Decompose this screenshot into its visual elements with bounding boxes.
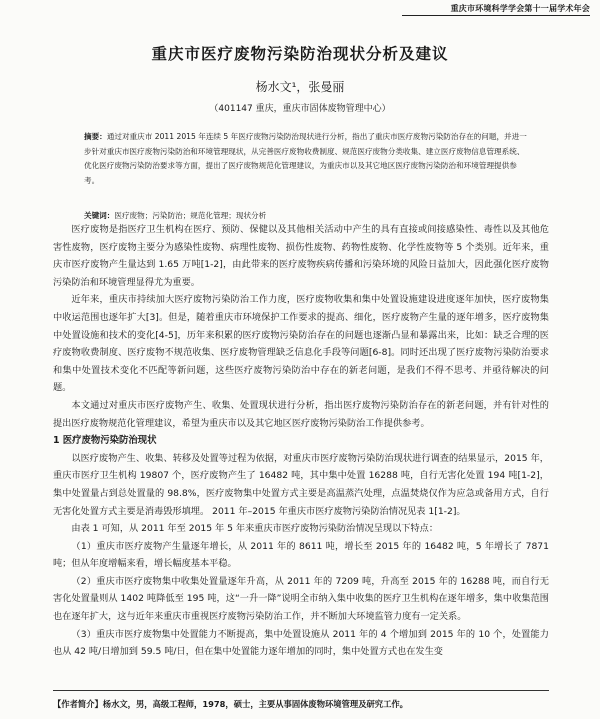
section-heading: 1 医疗废物污染防治现状 (53, 435, 157, 447)
abstract-text: 通过对重庆市 2011 2015 年连续 5 年医疗废物污染防治现状进行分析，指出了重庆市医疗废物污染防治存在的问题，并进一步针对重庆市医疗废物污染防治和环境管理现状，从完善医疗废物收费制度、规范医疗废物分类收集、建立医疗废物信息管理系统、优化医疗废物污染防治要求等方面，提出了医疗废物规范化管理建议，为重庆市以及其它地区医疗废物污染防治和环境管理提供参考。 (84, 132, 527, 185)
paper-title: 重庆市医疗废物污染防治现状分析及建议 (151, 45, 449, 63)
body-paragraph: 本文通过对重庆市医疗废物产生、收集、处置现状进行分析，指出医疗废物污染防治存在的新老问题，并有针对性的提出医疗废物规范化管理建议，希望为重庆市以及其它地区医疗废物污染防治工作提供参考。 (53, 399, 549, 429)
body-paragraph: 以医疗废物产生、收集、转移及处置等过程为依据，对重庆市医疗废物污染防治现状进行调查的结果显示，2015 年，重庆市医疗卫生机构 19807 个，医疗废物产生了 16482 吨，其中集中处置 16288 吨，自行无害化处置 194 吨[1-2]，集中处置量占到总处置量的 98.8%，医疗废物集中处置方式主要是高温蒸汽处理，点温焚烧仅作为应急或备用方式，自行无害化处置方式主要是消毒毁形填埋。 2011 年–2015 年重庆市医疗废物污染防治情况见表 1[1-2]。 (53, 452, 549, 517)
paper-affiliation: （401147 重庆，重庆市固体废物管理中心） (209, 104, 391, 114)
running-header: 重庆市环境科学学会第十一届学术年会 (450, 4, 590, 13)
body-paragraph: 由表 1 可知，从 2011 年至 2015 年 5 年来重庆市医疗废物污染防治情况呈现以下特点： (71, 523, 439, 535)
footnote-rule (53, 690, 549, 691)
body-paragraph: （2）重庆市医疗废物集中收集处置量逐年升高，从 2011 年的 7209 吨，升高至 2015 年的 16288 吨，而自行无害化处置量则从 1402 吨降低至 195 吨，这“一升一降”说明全市纳入集中收集的医疗卫生机构在逐年增多，集中收集范围也在逐年扩大，这与近年来重庆市重视医疗废物污染防治工作，并不断加大环境监管力度有一定关系。 (53, 575, 549, 623)
keywords-label: 关键词： (84, 211, 115, 220)
body-paragraph: （3）重庆市医疗废物集中处置能力不断提高，集中处置设施从 2011 年的 4 个增加到 2015 年的 10 个，处置能力也从 42 吨/日增加到 59.5 吨/日，但在集中处置能力逐年增加的同时，集中处置方式也在发生变 (53, 628, 549, 658)
abstract (84, 130, 528, 188)
body-paragraph: 医疗废物是指医疗卫生机构在医疗、预防、保健以及其他相关活动中产生的具有直接或间接感染性、毒性以及其他危害性废物，医疗废物主要分为感染性废物、病理性废物、损伤性废物、药物性废物、化学性废物等 5 个类别。近年来，重庆市医疗废物产生量达到 1.65 万吨[1-2]，由此带来的医疗废物疾病传播和污染环境的风险日益加大，因此强化医疗废物污染防治和环境管理显得尤为重要。 (53, 224, 549, 288)
keywords-text: 医疗废物；污染防治；规范化管理；现状分析 (114, 211, 267, 220)
paper-authors: 杨水文¹，张曼丽 (255, 80, 345, 94)
body-paragraph: （1）重庆市医疗废物产生量逐年增长，从 2011 年的 8611 吨，增长至 2015 年的 16482 吨，5 年增长了 7871 吨；但从年度增幅来看，增长幅度基本平稳。 (53, 540, 549, 570)
author-footnote: 【作者简介】杨水文，男，高级工程师，1978，硕士，主要从事固体废物环境管理及研究工作。 (53, 699, 408, 709)
body-text (53, 221, 549, 661)
abstract-label: 摘要： (84, 132, 107, 141)
body-paragraph: 近年来，重庆市持续加大医疗废物污染防治工作力度，医疗废物收集和集中处置设施建设进度逐年加快，医疗废物集中收运范围也逐年扩大[3]。但是，随着重庆市环境保护工作要求的提高、细化，医疗废物产生量的逐年增多，医疗废物集中处置设施和技术的变化[4-5]，历年来积累的医疗废物污染防治存在的问题也逐渐凸显和暴露出来，比如：缺乏合理的医疗废物收费制度、医疗废物不规范收集、医疗废物管理缺乏信息化手段等问题[6-8]。同时还出现了医疗废物污染防治要求和集中处置技术变化不匹配等新问题，这些医疗废物污染防治中存在的新老问题，是我们不得不思考、并亟待解决的问题。 (53, 294, 549, 394)
header-rule (402, 15, 590, 16)
